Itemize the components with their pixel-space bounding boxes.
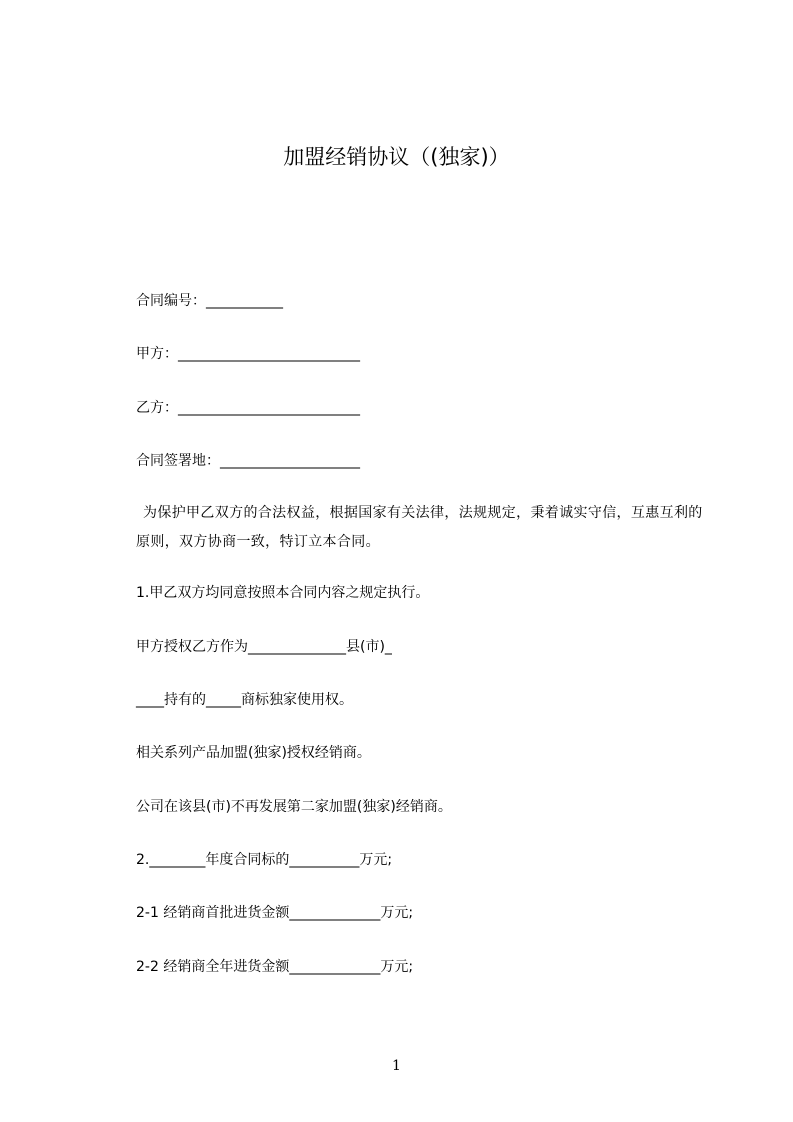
clause-2-1: 2-1 经销商首批进货金额_____________万元; [136, 905, 414, 921]
authorization-line-2: ____持有的_____商标独家使用权。 [136, 692, 353, 708]
authorization-line-3: 相关系列产品加盟(独家)授权经销商。 [136, 745, 371, 761]
document-title: 加盟经销协议（(独家)） [283, 145, 510, 169]
signing-place-field: 合同签署地：____________________ [136, 453, 360, 469]
authorization-line-1: 甲方授权乙方作为______________县(市)_ [136, 639, 392, 655]
clause-1: 1.甲乙双方均同意按照本合同内容之规定执行。 [136, 585, 430, 601]
contract-number-field: 合同编号：___________ [136, 293, 283, 309]
party-b-field: 乙方：__________________________ [136, 400, 360, 416]
clause-2-2: 2-2 经销商全年进货金额_____________万元; [136, 959, 414, 975]
page-number: 1 [392, 1058, 401, 1074]
party-a-field: 甲方：__________________________ [136, 346, 360, 362]
preamble-paragraph: 为保护甲乙双方的合法权益，根据国家有关法律，法规规定，秉着诚实守信，互惠互利的原则，双方协商一致，特订立本合同。 [136, 505, 703, 550]
clause-2: 2.________年度合同标的__________万元; [136, 852, 393, 868]
exclusivity-clause: 公司在该县(市)不再发展第二家加盟(独家)经销商。 [136, 799, 452, 815]
